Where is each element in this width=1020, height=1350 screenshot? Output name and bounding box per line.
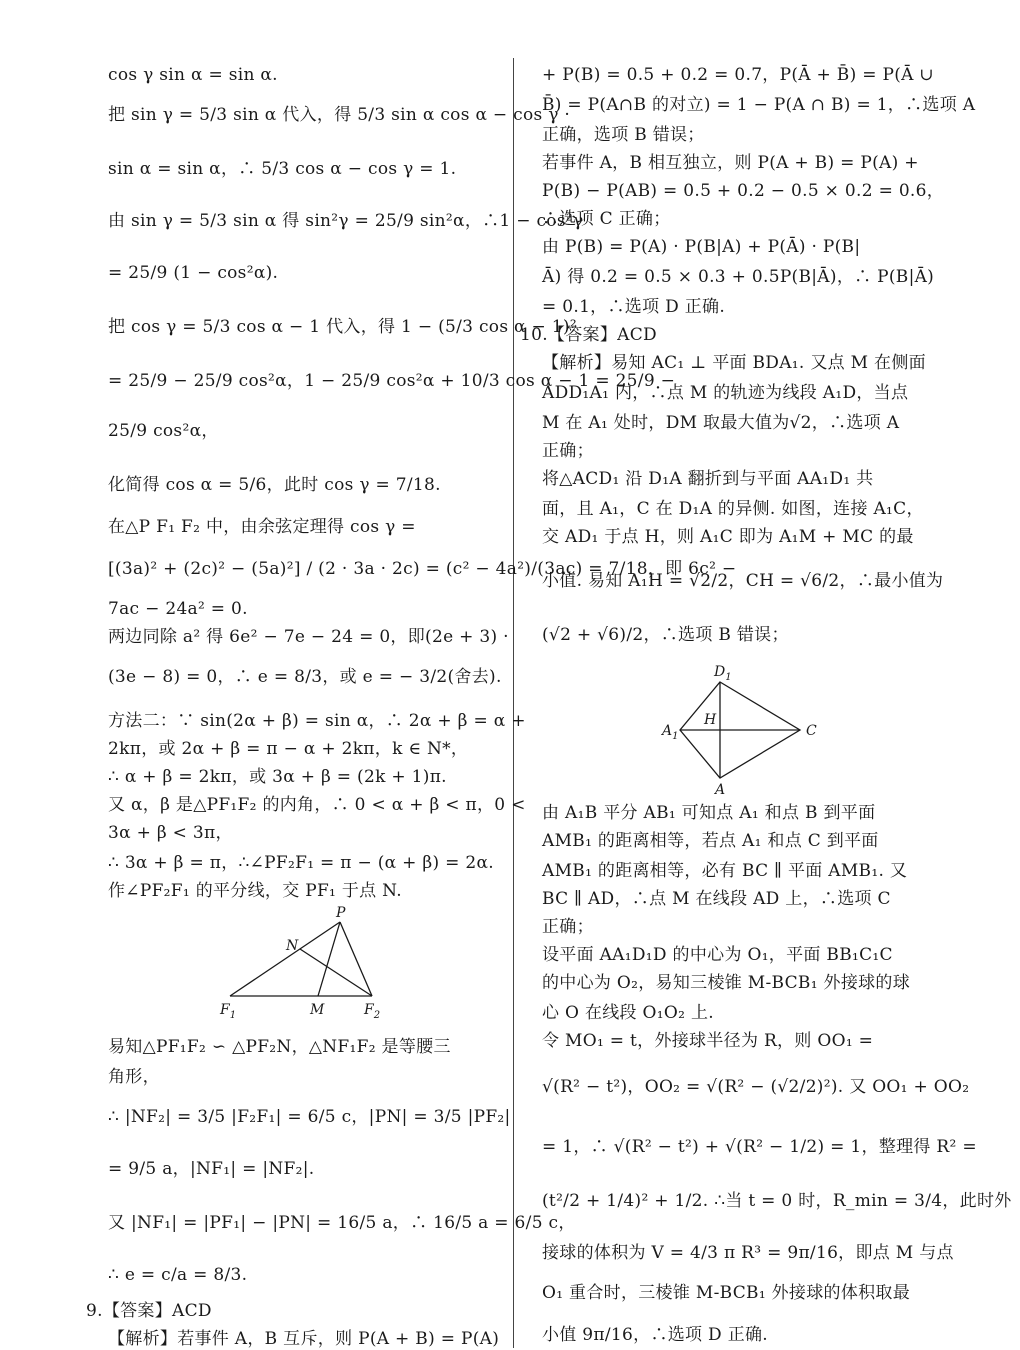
text-line: 3α + β < 3π， bbox=[108, 823, 233, 843]
text-line: sin α = sin α，∴ 5/3 cos α − cos γ = 1. bbox=[108, 159, 457, 179]
text-line: 易知△PF₁F₂ ∽ △PF₂N，△NF₁F₂ 是等腰三 bbox=[108, 1037, 451, 1057]
triangle-figure bbox=[212, 904, 392, 1024]
text-line: 将△ACD₁ 沿 D₁A 翻折到与平面 AA₁D₁ 共 bbox=[542, 469, 874, 489]
edge-f1-p bbox=[230, 922, 340, 996]
text-line: 若事件 A，B 相互独立，则 P(A + B) = P(A) + bbox=[542, 153, 919, 173]
text-line: BC ∥ AD，∴点 M 在线段 AD 上，∴选项 C bbox=[542, 889, 891, 909]
text-line: 把 sin γ = 5/3 sin α 代入，得 5/3 sin α cos α − cos γ · bbox=[108, 105, 571, 125]
label-p: P bbox=[336, 905, 346, 921]
text-line: (√2 + √6)/2，∴选项 B 错误； bbox=[542, 625, 789, 645]
label-c: C bbox=[806, 723, 817, 739]
text-line: 把 cos γ = 5/3 cos α − 1 代入，得 1 − (5/3 cos α − 1)² bbox=[108, 317, 577, 337]
text-line: 作∠PF₂F₁ 的平分线，交 PF₁ 于点 N. bbox=[108, 881, 402, 901]
column-divider bbox=[513, 58, 514, 1348]
text-line: 7ac − 24a² = 0. bbox=[108, 599, 248, 619]
text-line: ∴ e = c/a = 8/3. bbox=[108, 1265, 248, 1285]
label-f1: $F_1$ bbox=[220, 1002, 237, 1021]
text-line: 角形， bbox=[108, 1067, 160, 1087]
label-m: M bbox=[310, 1002, 325, 1018]
text-line: 小值. 易知 A₁H = √2/2，CH = √6/2，∴最小值为 bbox=[542, 571, 944, 591]
text-line: 由 P(B) = P(A) · P(B|A) + P(Ā) · P(B| bbox=[542, 237, 861, 257]
text-line: (t²/2 + 1/4)² + 1/2. ∴当 t = 0 时，R_min = 3/4，此时外 bbox=[542, 1191, 1012, 1211]
text-line: 25/9 cos²α， bbox=[108, 421, 219, 441]
rhombus-figure bbox=[660, 660, 830, 800]
label-h: H bbox=[704, 712, 717, 728]
text-line: 化简得 cos α = 5/6，此时 cos γ = 7/18. bbox=[108, 475, 441, 495]
text-line: 由 A₁B 平分 AB₁ 可知点 A₁ 和点 B 到平面 bbox=[542, 803, 876, 823]
text-line: B̄) = P(A∩B 的对立) = 1 − P(A ∩ B) = 1，∴选项 A bbox=[542, 95, 976, 115]
text-line: 【解析】易知 AC₁ ⊥ 平面 BDA₁. 又点 M 在侧面 bbox=[542, 353, 926, 373]
text-line: 正确，选项 B 错误； bbox=[542, 125, 705, 145]
text-line: ∴ 3α + β = π，∴∠PF₂F₁ = π − (α + β) = 2α. bbox=[108, 853, 494, 873]
text-line: 小值 9π/16，∴选项 D 正确. bbox=[542, 1325, 768, 1345]
text-line: 设平面 AA₁D₁D 的中心为 O₁，平面 BB₁C₁C bbox=[542, 945, 893, 965]
text-line: = 25/9 − 25/9 cos²α，1 − 25/9 cos²α + 10/3 cos α − 1 = 25/9 − bbox=[108, 371, 676, 391]
text-line: 在△P F₁ F₂ 中，由余弦定理得 cos γ = bbox=[108, 517, 416, 537]
text-line: 由 sin γ = 5/3 sin α 得 sin²γ = 25/9 sin²α，∴1 − cos²γ bbox=[108, 211, 584, 231]
text-line: ADD₁A₁ 内，∴点 M 的轨迹为线段 A₁D，当点 bbox=[542, 383, 909, 403]
text-line: = 25/9 (1 − cos²α). bbox=[108, 263, 279, 283]
text-line: AMB₁ 的距离相等，必有 BC ∥ 平面 AMB₁. 又 bbox=[542, 861, 908, 881]
text-line: P(B) − P(AB) = 0.5 + 0.2 − 0.5 × 0.2 = 0.6， bbox=[542, 181, 945, 201]
text-line: = 1，∴ √(R² − t²) + √(R² − 1/2) = 1，整理得 R² = bbox=[542, 1137, 977, 1157]
text-line: ∴ |NF₂| = 3/5 |F₂F₁| = 6/5 c，|PN| = 3/5 |PF₂| bbox=[108, 1107, 511, 1127]
label-n: N bbox=[286, 938, 299, 954]
text-line: 的中心为 O₂，易知三棱锥 M-BCB₁ 外接球的球 bbox=[542, 973, 911, 993]
text-line: cos γ sin α = sin α. bbox=[108, 65, 278, 85]
text-line: 心 O 在线段 O₁O₂ 上. bbox=[542, 1003, 714, 1023]
text-line: 接球的体积为 V = 4/3 π R³ = 9π/16，即点 M 与点 bbox=[542, 1243, 954, 1263]
text-line: 正确； bbox=[542, 441, 594, 461]
text-line: 面，且 A₁，C 在 D₁A 的异侧. 如图，连接 A₁C， bbox=[542, 499, 924, 519]
text-line: (3e − 8) = 0，∴ e = 8/3，或 e = − 3/2(舍去). bbox=[108, 667, 502, 687]
text-line: + P(B) = 0.5 + 0.2 = 0.7，P(Ā + B̄) = P(Ā ∪ bbox=[542, 65, 934, 85]
text-line: Ā) 得 0.2 = 0.5 × 0.3 + 0.5P(B|Ā)，∴ P(B|Ā) bbox=[542, 267, 935, 287]
edge-p-m bbox=[318, 922, 340, 996]
text-line: 又 α，β 是△PF₁F₂ 的内角，∴ 0 < α + β < π，0 < bbox=[108, 795, 526, 815]
text-line: ∴选项 C 正确； bbox=[542, 209, 671, 229]
text-line: 2kπ，或 2α + β = π − α + 2kπ，k ∈ N*， bbox=[108, 739, 469, 759]
text-line: = 9/5 a，|NF₁| = |NF₂|. bbox=[108, 1159, 315, 1179]
text-line: M 在 A₁ 处时，DM 取最大值为√2，∴选项 A bbox=[542, 413, 900, 433]
text-line: O₁ 重合时，三棱锥 M-BCB₁ 外接球的体积取最 bbox=[542, 1283, 911, 1303]
label-a1: $A_1$ bbox=[662, 723, 679, 742]
label-d1: $D_1$ bbox=[714, 664, 732, 683]
text-line: √(R² − t²)，OO₂ = √(R² − (√2/2)²). 又 OO₁ + OO₂ bbox=[542, 1077, 970, 1097]
text-line: 又 |NF₁| = |PF₁| − |PN| = 16/5 a，∴ 16/5 a = 6/5 c， bbox=[108, 1213, 576, 1233]
text-line: 【解析】若事件 A，B 互斥，则 P(A + B) = P(A) bbox=[108, 1329, 500, 1349]
text-line: AMB₁ 的距离相等，若点 A₁ 和点 C 到平面 bbox=[542, 831, 879, 851]
text-line: 令 MO₁ = t，外接球半径为 R，则 OO₁ = bbox=[542, 1031, 874, 1051]
label-f2: $F_2$ bbox=[364, 1002, 381, 1021]
text-line: 9.【答案】ACD bbox=[86, 1301, 212, 1321]
text-line: 交 AD₁ 于点 H，则 A₁C 即为 A₁M + MC 的最 bbox=[542, 527, 914, 547]
text-line: 10.【答案】ACD bbox=[520, 325, 657, 345]
text-line: ∴ α + β = 2kπ，或 3α + β = (2k + 1)π. bbox=[108, 767, 447, 787]
label-a: A bbox=[715, 782, 726, 798]
text-line: = 0.1，∴选项 D 正确. bbox=[542, 297, 726, 317]
text-line: 正确； bbox=[542, 917, 594, 937]
text-line: [(3a)² + (2c)² − (5a)²] / (2 · 3a · 2c) = (c² − 4a²)/(3ac) = 7/18，即 6c² − bbox=[108, 559, 737, 579]
text-line: 方法二：∵ sin(2α + β) = sin α，∴ 2α + β = α + bbox=[108, 711, 526, 731]
text-line: 两边同除 a² 得 6e² − 7e − 24 = 0，即(2e + 3) · bbox=[108, 627, 509, 647]
